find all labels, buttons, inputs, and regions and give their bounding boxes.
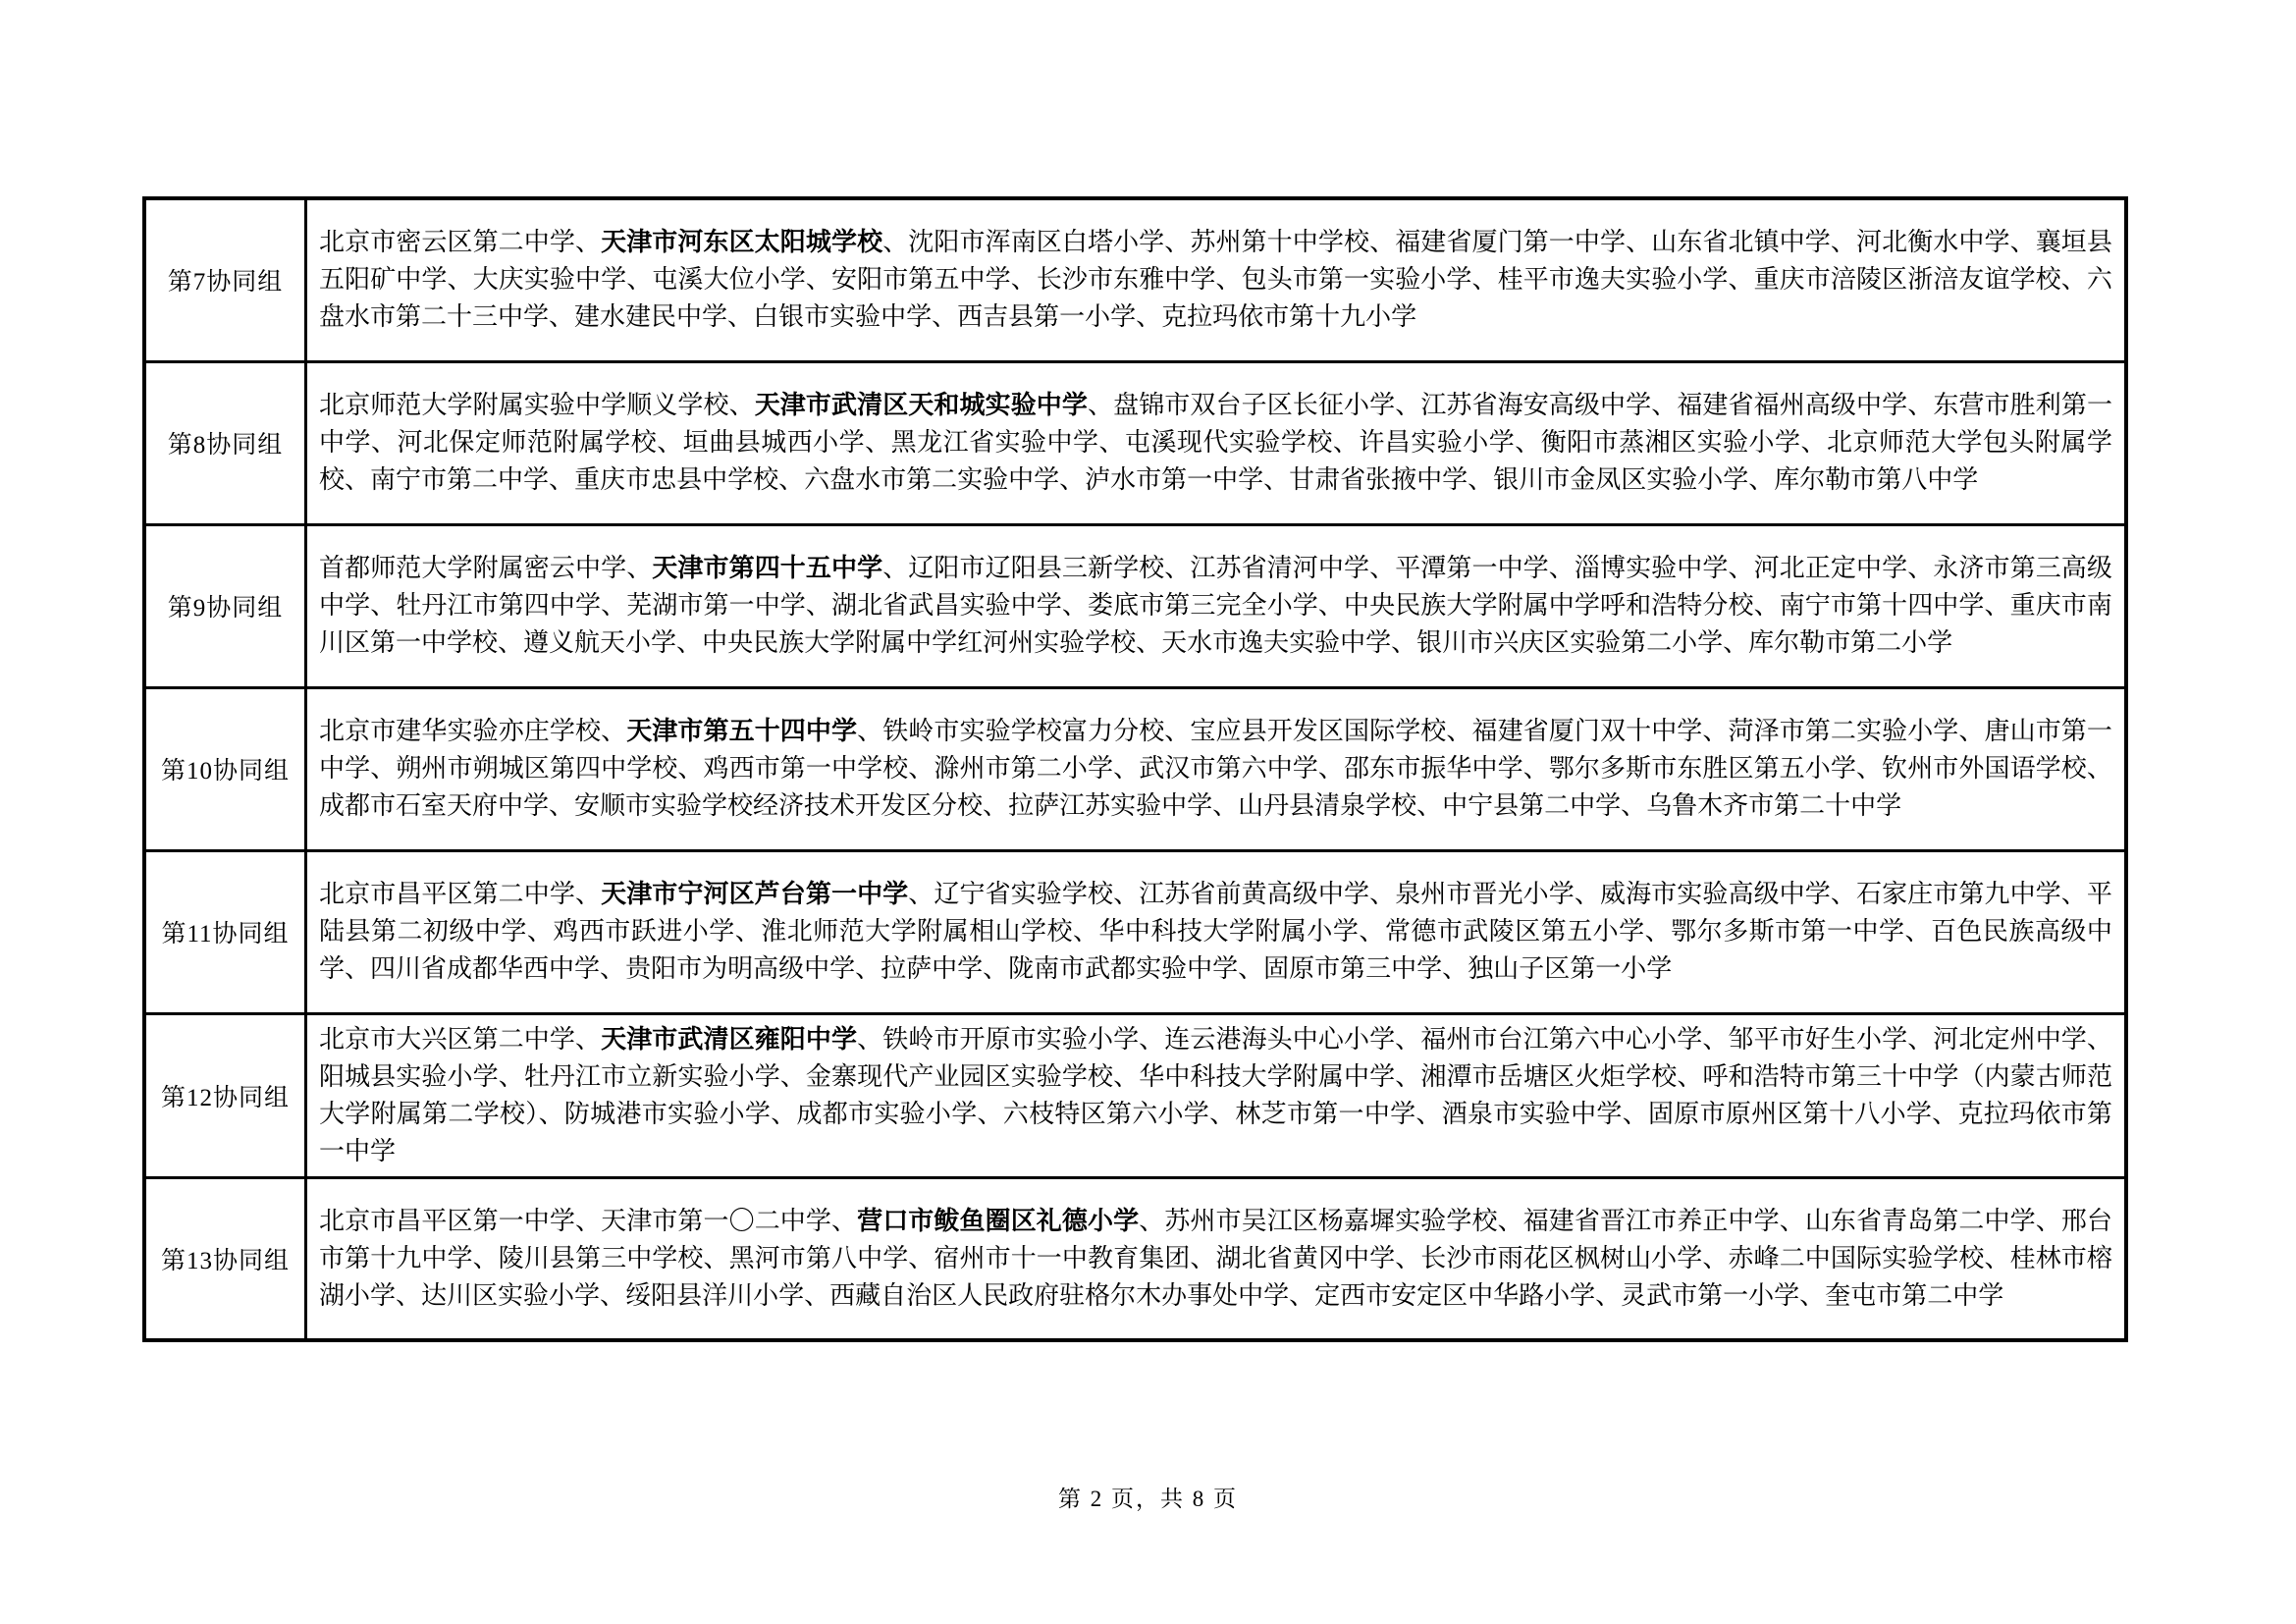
separator: 、 <box>370 428 398 457</box>
separator: 、 <box>1830 228 1856 257</box>
school-name: 菏泽市第二实验小学 <box>1728 717 1959 745</box>
school-name: 灵武市第一小学 <box>1621 1280 1800 1310</box>
separator: 、 <box>1830 880 1856 908</box>
separator: 、 <box>1907 1024 1934 1054</box>
school-name: 西吉县第一小学 <box>957 302 1137 332</box>
table-row <box>144 850 2126 1013</box>
separator: 、 <box>1061 591 1089 620</box>
separator: 、 <box>1215 265 1242 295</box>
school-name: 乌鲁木齐市第二十中学 <box>1646 791 1902 820</box>
separator: 、 <box>574 880 602 908</box>
school-name: 沈阳市浑南区白塔小学 <box>908 228 1165 257</box>
separator: 、 <box>1574 880 1600 908</box>
separator: 、 <box>1263 465 1290 494</box>
school-name: 泉州市晋光小学 <box>1395 880 1575 908</box>
separator: 、 <box>1136 628 1162 657</box>
separator: 、 <box>1395 1061 1421 1091</box>
separator: 、 <box>1497 1206 1523 1235</box>
group-school-list <box>306 198 2127 361</box>
school-name: 拉萨江苏实验中学 <box>1008 791 1213 820</box>
separator: 、 <box>447 265 473 295</box>
group-school-list <box>306 524 2127 687</box>
school-name: 石家庄市第九中学 <box>1855 880 2061 908</box>
school-name: 库尔勒市第八中学 <box>1774 465 1979 494</box>
separator: 、 <box>908 1243 934 1272</box>
separator: 、 <box>345 954 371 983</box>
school-name: 天津市第一〇二中学 <box>601 1206 831 1235</box>
school-name: 包头市第一实验小学 <box>1241 265 1472 295</box>
school-name: 首都师范大学附属密云中学 <box>319 554 627 582</box>
separator: 、 <box>1164 717 1191 745</box>
school-name: 固原市原州区第十八小学 <box>1648 1099 1933 1128</box>
school-name: 河北正定中学 <box>1753 554 1908 582</box>
school-name: 林芝市第一中学 <box>1235 1099 1416 1128</box>
separator: 、 <box>601 591 627 620</box>
table-row <box>144 1013 2126 1177</box>
school-name-highlight: 营口市鲅鱼圈区礼德小学 <box>857 1206 1140 1235</box>
separator: 、 <box>1209 1099 1236 1128</box>
separator: 、 <box>2009 228 2036 257</box>
school-name: 福州市台江第六中心小学 <box>1420 1024 1703 1054</box>
separator: 、 <box>728 391 755 419</box>
school-name: 邵东市振华中学 <box>1344 754 1523 783</box>
separator: 、 <box>771 1099 797 1128</box>
separator: 、 <box>857 717 883 745</box>
separator: 、 <box>805 265 832 295</box>
school-name: 钦州市外国语学校 <box>1882 754 2087 783</box>
school-name: 赤峰二中国际实验学校 <box>1728 1243 1985 1272</box>
school-name: 北京市密云区第二中学 <box>319 228 575 257</box>
school-name: 华中科技大学附属中学 <box>1139 1061 1396 1091</box>
separator: 、 <box>1395 1243 1421 1272</box>
separator: 、 <box>1622 1099 1649 1128</box>
separator: 、 <box>1702 1243 1729 1272</box>
school-name: 鸡西市第一中学校 <box>703 754 909 783</box>
school-name: 牡丹江市立新实验小学 <box>523 1061 780 1091</box>
school-name: 湖北省武昌实验中学 <box>831 591 1062 620</box>
separator: 、 <box>1471 265 1498 295</box>
separator: 、 <box>1164 228 1191 257</box>
separator: 、 <box>1522 754 1549 783</box>
school-name: 永济市第三高级中学 <box>319 554 2112 620</box>
school-name: 鄂尔多斯市东胜区第五小学 <box>1548 754 1856 783</box>
group-school-list <box>306 1177 2127 1340</box>
school-name: 中央民族大学附属中学红河州实验学校 <box>702 628 1137 657</box>
separator: 、 <box>601 717 627 745</box>
separator: 、 <box>1442 954 1468 983</box>
separator: 、 <box>1702 1024 1729 1054</box>
separator: 、 <box>1626 228 1652 257</box>
school-name: 百色民族高级中学 <box>319 917 2112 983</box>
separator: 、 <box>855 954 881 983</box>
school-name: 南宁市第十四中学 <box>1779 591 1985 620</box>
group-label: 第10协同组 <box>144 687 306 850</box>
separator: 、 <box>1369 228 1396 257</box>
school-name: 娄底市第三完全小学 <box>1088 591 1318 620</box>
school-name: 淄博实验中学 <box>1574 554 1729 582</box>
school-name: 芜湖市第一中学 <box>626 591 806 620</box>
separator: 、 <box>1136 302 1162 332</box>
table-row <box>144 687 2126 850</box>
school-name: 达川区实验小学 <box>421 1280 601 1310</box>
group-label: 第12协同组 <box>144 1013 306 1177</box>
school-name-highlight: 天津市武清区天和城实验中学 <box>754 391 1088 419</box>
school-name: 常德市武陵区第五小学 <box>1384 917 1645 946</box>
separator: 、 <box>2086 1024 2112 1054</box>
school-name: 绥阳县洋川小学 <box>625 1280 805 1310</box>
school-name: 安阳市第五中学 <box>831 265 1011 295</box>
school-name: 桂林市榕湖小学 <box>319 1243 2112 1310</box>
school-name: 鸡西市跃进小学 <box>553 917 735 946</box>
school-name: 南宁市第二中学 <box>370 465 550 494</box>
school-name: 武汉市第六中学 <box>1139 754 1318 783</box>
school-name: 牡丹江市第四中学 <box>396 591 602 620</box>
separator: 、 <box>1728 554 1754 582</box>
separator: 、 <box>498 628 524 657</box>
school-name: 成都市实验小学 <box>796 1099 978 1128</box>
school-name: 建水建民中学 <box>574 302 728 332</box>
separator: 、 <box>1010 265 1037 295</box>
separator: 、 <box>1748 465 1775 494</box>
separator: 、 <box>1621 791 1647 820</box>
separator: 、 <box>1391 628 1417 657</box>
separator: 、 <box>1958 717 1985 745</box>
table-row <box>144 198 2126 361</box>
separator: 、 <box>2060 880 2087 908</box>
separator: 、 <box>1779 1206 1805 1235</box>
separator: 、 <box>1212 791 1239 820</box>
separator: 、 <box>2035 1206 2061 1235</box>
school-name: 襄垣县五阳矿中学 <box>319 228 2112 295</box>
separator: 、 <box>857 1024 883 1054</box>
group-label: 第8协同组 <box>144 361 306 524</box>
group-school-list <box>306 850 2127 1013</box>
separator: 、 <box>574 228 602 257</box>
separator: 、 <box>1702 717 1729 745</box>
school-name: 福建省晋江市养正中学 <box>1522 1206 1780 1235</box>
separator: 、 <box>932 302 958 332</box>
separator: 、 <box>345 465 371 494</box>
separator: 、 <box>472 1243 499 1272</box>
school-name: 黑河市第八中学 <box>728 1243 909 1272</box>
separator: 、 <box>908 754 934 783</box>
school-name: 河北保定师范附属学校 <box>397 428 658 457</box>
table-row <box>144 361 2126 524</box>
separator: 、 <box>657 428 683 457</box>
separator: 、 <box>779 1061 806 1091</box>
separator: 、 <box>2086 754 2112 783</box>
school-name: 四川省成都华西中学 <box>370 954 601 983</box>
school-name: 福建省厦门第一中学 <box>1395 228 1627 257</box>
group-label: 第11协同组 <box>144 850 306 1013</box>
school-name: 许昌实验小学 <box>1359 428 1516 457</box>
school-name: 辽宁省实验学校 <box>934 880 1114 908</box>
school-name: 屯溪大位小学 <box>652 265 806 295</box>
separator: 、 <box>1984 591 2010 620</box>
school-name: 陇南市武都实验中学 <box>1008 954 1239 983</box>
school-name: 六盘水市第二实验中学 <box>804 465 1060 494</box>
separator: 、 <box>1289 1280 1315 1310</box>
school-name: 拉萨中学 <box>881 954 984 983</box>
group-label: 第7协同组 <box>144 198 306 361</box>
group-school-list <box>306 687 2127 850</box>
separator: 、 <box>865 428 891 457</box>
separator: 、 <box>1907 391 1934 419</box>
separator: 、 <box>831 1206 858 1235</box>
separator: 、 <box>908 880 934 908</box>
school-name: 山东省北镇中学 <box>1651 228 1831 257</box>
separator: 、 <box>1059 465 1086 494</box>
separator: 、 <box>549 791 575 820</box>
separator: 、 <box>1753 591 1780 620</box>
separator: 、 <box>498 1061 524 1091</box>
separator: 、 <box>1984 1243 2010 1272</box>
separator: 、 <box>1073 917 1099 946</box>
separator: 、 <box>1164 554 1191 582</box>
school-name: 屯溪现代实验学校 <box>1124 428 1333 457</box>
separator: 、 <box>1723 628 1749 657</box>
school-name: 呼和浩特市第三十中学（内蒙古师范大学附属第二学校） <box>319 1061 2112 1128</box>
separator: 、 <box>370 754 397 783</box>
school-name: 白银市实验中学 <box>753 302 933 332</box>
school-name: 重庆市南川区第一中学校 <box>319 591 2112 657</box>
school-name: 阳城县实验小学 <box>319 1061 499 1091</box>
school-name: 安顺市实验学校经济技术开发区分校 <box>574 791 984 820</box>
separator: 、 <box>1907 554 1934 582</box>
separator: 、 <box>396 1280 422 1310</box>
school-name: 唐山市第一中学 <box>319 717 2112 783</box>
separator: 、 <box>1800 428 1828 457</box>
separator: 、 <box>1190 1243 1216 1272</box>
school-name: 中宁县第二中学 <box>1442 791 1622 820</box>
groups-table-body <box>144 198 2126 1340</box>
school-name: 连云港海头中心小学 <box>1164 1024 1396 1054</box>
school-name: 山丹县清泉学校 <box>1238 791 1417 820</box>
school-name: 北京市昌平区第二中学 <box>319 880 575 908</box>
school-name: 独山子区第一小学 <box>1468 954 1673 983</box>
school-name: 重庆市忠县中学校 <box>574 465 779 494</box>
school-name: 铁岭市开原市实验小学 <box>882 1024 1140 1054</box>
school-name: 湘潭市岳塘区火炬学校 <box>1420 1061 1678 1091</box>
school-name: 黑龙江省实验中学 <box>890 428 1099 457</box>
separator: 、 <box>1932 1099 1958 1128</box>
school-name: 陵川县第三中学校 <box>498 1243 704 1272</box>
school-name: 铁岭市实验学校富力分校 <box>882 717 1165 745</box>
separator: 、 <box>1395 1024 1421 1054</box>
separator: 、 <box>1359 917 1385 946</box>
school-name: 湖北省黄冈中学 <box>1215 1243 1396 1272</box>
separator: 、 <box>549 302 575 332</box>
group-school-list <box>306 361 2127 524</box>
separator: 、 <box>1088 391 1114 419</box>
table-row <box>144 1177 2126 1340</box>
school-name: 甘肃省张掖中学 <box>1289 465 1468 494</box>
school-name: 江苏省清河中学 <box>1190 554 1370 582</box>
separator: 、 <box>882 228 909 257</box>
separator: 、 <box>1595 1280 1622 1310</box>
separator: 、 <box>1238 954 1264 983</box>
school-name: 河北定州中学 <box>1933 1024 2087 1054</box>
separator: 、 <box>703 1243 729 1272</box>
group-label: 第13协同组 <box>144 1177 306 1340</box>
school-name: 淮北师范大学附属相山学校 <box>761 917 1074 946</box>
separator: 、 <box>1098 428 1125 457</box>
group-label: 第9协同组 <box>144 524 306 687</box>
separator: 、 <box>600 1280 626 1310</box>
school-name: 天水市逸夫实验中学 <box>1161 628 1392 657</box>
group-school-list <box>306 1013 2127 1177</box>
separator: 、 <box>1446 717 1472 745</box>
separator: 、 <box>526 917 554 946</box>
school-name: 防城港市实验小学 <box>563 1099 772 1128</box>
school-name: 金寨现代产业园区实验学校 <box>805 1061 1114 1091</box>
school-name: 六盘水市第二十三中学 <box>319 265 2112 332</box>
school-name: 固原市第三中学 <box>1263 954 1443 983</box>
school-name: 衡阳市蒸湘区实验小学 <box>1540 428 1801 457</box>
school-name: 鄂尔多斯市第一中学 <box>1671 917 1905 946</box>
separator: 、 <box>805 591 832 620</box>
separator: 、 <box>1113 880 1140 908</box>
school-name: 奎屯市第二中学 <box>1825 1280 2004 1310</box>
separator: 、 <box>2060 265 2087 295</box>
separator: 、 <box>1644 917 1672 946</box>
school-name: 苏州市吴江区杨嘉墀实验学校 <box>1164 1206 1498 1235</box>
school-name: 平陆县第二初级中学 <box>319 880 2112 946</box>
school-name: 威海市实验高级中学 <box>1599 880 1831 908</box>
separator: 、 <box>1139 1024 1165 1054</box>
separator: 、 <box>677 754 704 783</box>
separator: 、 <box>1113 1061 1140 1091</box>
school-name: 克拉玛依市第一中学 <box>319 1099 2112 1165</box>
school-name: 银川市金凤区实验小学 <box>1493 465 1749 494</box>
separator: 、 <box>1904 917 1931 946</box>
school-name: 宝应县开发区国际学校 <box>1190 717 1447 745</box>
school-name: 盘锦市双台子区长征小学 <box>1113 391 1396 419</box>
school-name: 辽阳市辽阳县三新学校 <box>908 554 1165 582</box>
school-name: 河北衡水中学 <box>1855 228 2010 257</box>
separator: 、 <box>1468 465 1494 494</box>
school-name-highlight: 天津市宁河区芦台第一中学 <box>601 880 909 908</box>
school-name: 长沙市雨花区枫树山小学 <box>1420 1243 1703 1272</box>
separator: 、 <box>734 917 762 946</box>
separator: 、 <box>626 265 653 295</box>
separator: 、 <box>1855 754 1883 783</box>
school-name: 福建省福州高级中学 <box>1677 391 1908 419</box>
school-name: 福建省厦门双十中学 <box>1471 717 1703 745</box>
school-name: 北京师范大学包头附属学校 <box>319 428 2112 494</box>
school-name-highlight: 天津市第五十四中学 <box>626 717 858 745</box>
school-name: 北京市大兴区第二中学 <box>319 1024 575 1054</box>
separator: 、 <box>1317 591 1345 620</box>
groups-table <box>142 196 2128 1342</box>
school-name: 六枝特区第六小学 <box>1002 1099 1210 1128</box>
separator: 、 <box>676 628 703 657</box>
separator: 、 <box>1332 428 1360 457</box>
separator: 、 <box>983 954 1009 983</box>
school-name: 邢台市第十九中学 <box>319 1206 2112 1272</box>
separator: 、 <box>778 465 805 494</box>
separator: 、 <box>977 1099 1003 1128</box>
separator: 、 <box>1799 1280 1826 1310</box>
separator: 、 <box>727 302 754 332</box>
school-name: 北京市建华实验亦庄学校 <box>319 717 602 745</box>
school-name: 山东省青岛第二中学 <box>1804 1206 2036 1235</box>
school-name: 垣曲县城西小学 <box>682 428 866 457</box>
separator: 、 <box>370 591 397 620</box>
school-name: 酒泉市实验中学 <box>1441 1099 1623 1128</box>
school-name: 滁州市第二小学 <box>934 754 1114 783</box>
separator: 、 <box>1369 554 1396 582</box>
separator: 、 <box>882 554 909 582</box>
school-name: 平潭第一中学 <box>1395 554 1549 582</box>
school-name: 成都市石室天府中学 <box>319 791 550 820</box>
separator: 、 <box>574 1024 602 1054</box>
separator: 、 <box>1416 791 1443 820</box>
separator: 、 <box>538 1099 564 1128</box>
school-name: 桂平市逸夫实验小学 <box>1497 265 1729 295</box>
separator: 、 <box>1395 391 1421 419</box>
school-name: 泸水市第一中学 <box>1085 465 1264 494</box>
school-name: 北京师范大学附属实验中学顺义学校 <box>319 391 729 419</box>
separator: 、 <box>600 954 626 983</box>
separator: 、 <box>1728 265 1754 295</box>
separator: 、 <box>1677 1061 1703 1091</box>
school-name: 江苏省海安高级中学 <box>1420 391 1652 419</box>
school-name: 宿州市十一中教育集团 <box>934 1243 1191 1272</box>
school-name: 重庆市涪陵区浙涪友谊学校 <box>1753 265 2061 295</box>
separator: 、 <box>626 554 653 582</box>
school-name: 银川市兴庆区实验第二小学 <box>1416 628 1724 657</box>
separator: 、 <box>1415 1099 1442 1128</box>
school-name: 贵阳市为明高级中学 <box>625 954 856 983</box>
school-name: 克拉玛依市第十九小学 <box>1161 302 1417 332</box>
school-name: 长沙市东雅中学 <box>1036 265 1216 295</box>
school-name: 遵义航天小学 <box>523 628 677 657</box>
school-name: 定西市安定区中华路小学 <box>1314 1280 1596 1310</box>
separator: 、 <box>1548 554 1575 582</box>
school-name-highlight: 天津市河东区太阳城学校 <box>601 228 883 257</box>
separator: 、 <box>1369 880 1396 908</box>
school-name-highlight: 天津市武清区雍阳中学 <box>601 1024 858 1054</box>
separator: 、 <box>1139 1206 1165 1235</box>
separator: 、 <box>1317 754 1344 783</box>
school-name: 大庆实验中学 <box>472 265 627 295</box>
separator: 、 <box>549 465 575 494</box>
separator: 、 <box>575 1206 602 1235</box>
school-name: 朔州市朔城区第四中学校 <box>396 754 678 783</box>
separator: 、 <box>804 1280 830 1310</box>
school-name: 苏州第十中学校 <box>1190 228 1370 257</box>
school-name: 库尔勒市第二小学 <box>1748 628 1953 657</box>
table-row <box>144 524 2126 687</box>
school-name: 东营市胜利第一中学 <box>319 391 2112 457</box>
school-name: 华中科技大学附属小学 <box>1098 917 1360 946</box>
school-name: 西藏自治区人民政府驻格尔木办事处中学 <box>829 1280 1290 1310</box>
school-name-highlight: 天津市第四十五中学 <box>652 554 883 582</box>
school-name: 中央民族大学附属中学呼和浩特分校 <box>1344 591 1754 620</box>
separator: 、 <box>1113 754 1140 783</box>
separator: 、 <box>983 791 1009 820</box>
separator: 、 <box>1515 428 1541 457</box>
school-name: 邹平市好生小学 <box>1728 1024 1908 1054</box>
school-name: 江苏省前黄高级中学 <box>1139 880 1370 908</box>
separator: 、 <box>1651 391 1678 419</box>
page-number: 第 2 页，共 8 页 <box>1058 1487 1238 1511</box>
school-name: 北京市昌平区第一中学 <box>319 1206 575 1235</box>
